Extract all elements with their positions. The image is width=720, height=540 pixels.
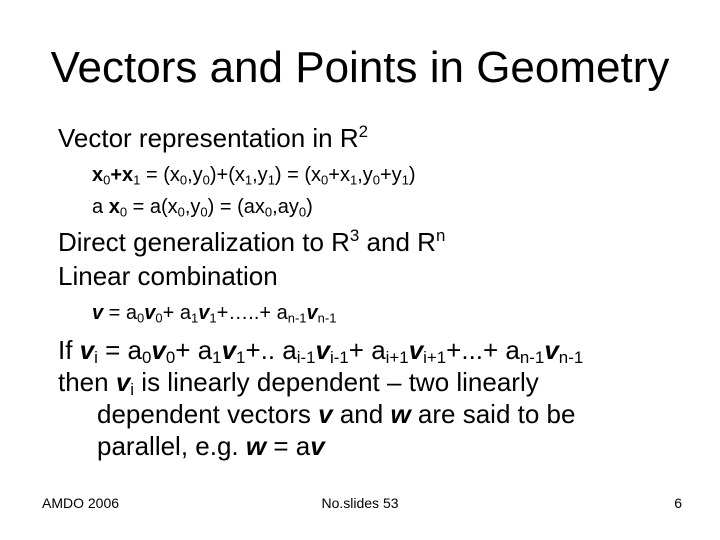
footer-center: No.slides 53 bbox=[321, 495, 399, 511]
dependent-vectors-line: dependent vectors v and w are said to be bbox=[97, 399, 576, 429]
linear-combination-heading: Linear combination bbox=[58, 261, 278, 291]
if-dependency-line: If $v_i = a_0v_0+ a_1v_1+$.. $a_{i-1}v_{i-1}+ a_{i+1}v_{i+1}+...+ a_{n-1}v_{n-1}$ bbox=[58, 335, 584, 368]
vector-sum-formula: $x_0+x_1 = (x_0,y_0)+(x_1,y_1) = (x_0+x_1,y_0+y_1)$ bbox=[92, 164, 416, 188]
slide-number: 6 bbox=[674, 495, 682, 511]
generalization-line: Direct generalization to $R^3$ and $R^n$ bbox=[58, 225, 446, 257]
footer-left: AMDO 2006 bbox=[42, 495, 120, 511]
scalar-multiplication-formula: a $x_0 = a(x_0,y_0) = (ax_0,ay_0)$ bbox=[92, 196, 313, 220]
slide-title: Vectors and Points in Geometry bbox=[50, 43, 670, 92]
then-line: then $v_i$ is linearly dependent – two linearly bbox=[58, 367, 539, 400]
linear-combination-formula: $v = a_0v_0+$ $a_1v_1+\dots..+ a_{n-1}v_{n-1}$ bbox=[92, 302, 337, 326]
parallel-example-line: parallel, e.g. w = av bbox=[97, 431, 325, 461]
vector-representation-line: Vector representation in $R^2$ bbox=[58, 121, 369, 153]
